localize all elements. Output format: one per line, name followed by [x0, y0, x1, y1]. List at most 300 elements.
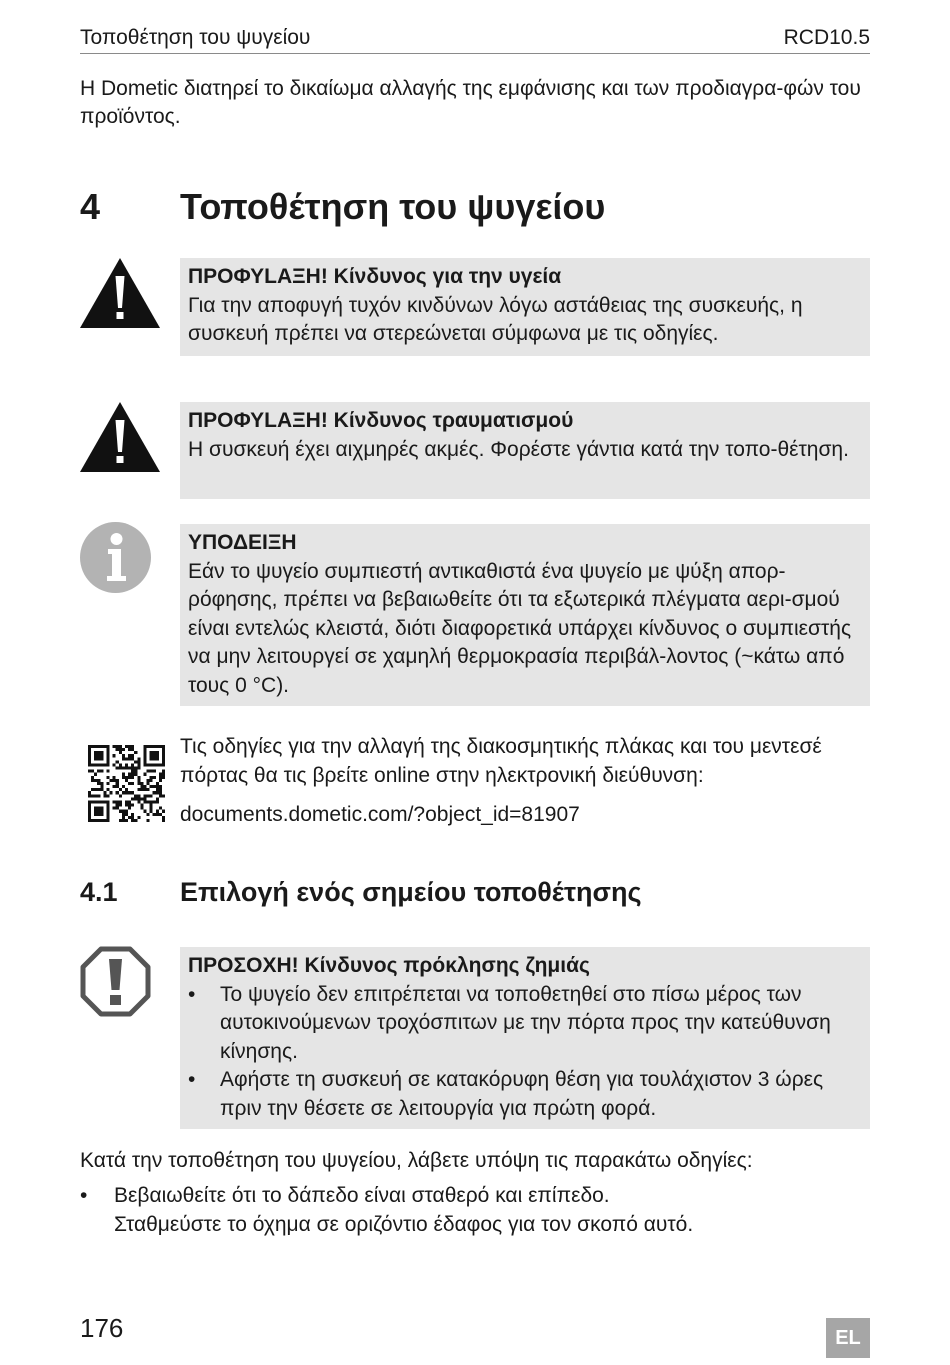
qr-module	[125, 776, 128, 779]
qr-module	[156, 791, 159, 794]
qr-module	[122, 791, 125, 794]
qr-module	[150, 745, 153, 748]
qr-module	[88, 748, 91, 751]
qr-module	[100, 782, 103, 785]
qr-module	[94, 819, 97, 822]
qr-module	[94, 754, 97, 757]
qr-module	[162, 745, 165, 748]
documentation-url: documents.dometic.com/?object_id=81907	[180, 803, 580, 826]
qr-module	[162, 819, 165, 822]
qr-module	[103, 819, 106, 822]
qr-module	[103, 763, 106, 766]
instructions-list	[80, 1182, 870, 1239]
qr-module	[134, 794, 137, 797]
qr-module	[125, 757, 128, 760]
qr-module	[156, 810, 159, 813]
qr-module	[156, 745, 159, 748]
qr-module	[162, 763, 165, 766]
qr-module	[156, 757, 159, 760]
qr-module	[97, 763, 100, 766]
qr-module	[94, 773, 97, 776]
qr-module	[94, 745, 97, 748]
qr-module	[100, 813, 103, 816]
qr-module	[125, 800, 128, 803]
qr-module	[103, 745, 106, 748]
qr-module	[128, 816, 131, 819]
qr-module	[162, 810, 165, 813]
qr-module	[128, 757, 131, 760]
note-text: Εάν το ψυγείο συμπιεστή αντικαθιστά ένα ψυγείο με ψύξη απορ-ρόφησης, πρέπει να βεβαιωθείτε ότι τα εξωτερικά πλέγματα αερι-σμού είναι εντελώς κλειστά, διότι διαφορετικά υπάρχει κίνδυνος ο συμπιεστής να μην λειτουργεί σε χαμηλή θερμοκρασία περιβάλ-λοντος (~κάτω από τους 0 °C).	[188, 559, 852, 697]
qr-module	[122, 748, 125, 751]
qr-module	[100, 807, 103, 810]
instruction-line: Βεβαιωθείτε ότι το δάπεδο είναι σταθερό και επίπεδο.	[114, 1184, 610, 1207]
qr-module	[140, 807, 143, 810]
qr-module	[113, 776, 116, 779]
qr-module	[97, 782, 100, 785]
qr-module	[106, 751, 109, 754]
qr-module	[94, 794, 97, 797]
qr-module	[94, 751, 97, 754]
qr-module	[94, 763, 97, 766]
warning-box-health	[180, 258, 870, 356]
qr-module	[88, 804, 91, 807]
qr-module	[153, 751, 156, 754]
qr-module	[162, 794, 165, 797]
qr-module	[97, 754, 100, 757]
qr-module	[119, 819, 122, 822]
warning-triangle-icon	[80, 402, 160, 472]
qr-module	[97, 751, 100, 754]
qr-module	[137, 782, 140, 785]
instructions-intro: Κατά την τοποθέτηση του ψυγείου, λάβετε υπόψη τις παρακάτω οδηγίες:	[80, 1149, 753, 1172]
qr-module	[140, 782, 143, 785]
qr-module	[159, 776, 162, 779]
qr-module	[128, 776, 131, 779]
qr-module	[153, 754, 156, 757]
qr-module	[122, 785, 125, 788]
qr-module	[140, 804, 143, 807]
qr-module	[131, 816, 134, 819]
bullet: •	[188, 1068, 196, 1091]
caution-title: ΠΡΟΣΟΧΗ! Κίνδυνος πρόκλησης ζημιάς	[188, 954, 590, 977]
qr-module	[147, 745, 150, 748]
qr-module	[153, 757, 156, 760]
qr-module	[162, 776, 165, 779]
qr-module	[116, 804, 119, 807]
qr-module	[131, 782, 134, 785]
qr-module	[137, 757, 140, 760]
qr-module	[143, 754, 146, 757]
qr-module	[125, 810, 128, 813]
caution-bullet-item	[188, 1066, 862, 1123]
qr-module	[137, 797, 140, 800]
qr-module	[143, 797, 146, 800]
qr-module	[119, 748, 122, 751]
qr-module	[150, 751, 153, 754]
qr-module	[125, 745, 128, 748]
qr-module	[106, 748, 109, 751]
qr-module	[122, 757, 125, 760]
qr-module	[122, 819, 125, 822]
qr-module	[106, 757, 109, 760]
qr-module	[134, 797, 137, 800]
qr-module	[122, 813, 125, 816]
qr-module	[159, 791, 162, 794]
qr-module	[156, 782, 159, 785]
qr-module	[91, 788, 94, 791]
qr-module	[137, 794, 140, 797]
qr-module	[106, 776, 109, 779]
qr-module	[106, 800, 109, 803]
bullet: •	[80, 1184, 88, 1207]
qr-module	[128, 745, 131, 748]
qr-module	[134, 751, 137, 754]
note-title: ΥΠΟΔΕΙΞΗ	[188, 531, 297, 554]
qr-module	[88, 819, 91, 822]
qr-module	[122, 816, 125, 819]
qr-module	[147, 779, 150, 782]
qr-module	[97, 800, 100, 803]
qr-module	[150, 763, 153, 766]
running-header-section: Τοποθέτηση του ψυγείου	[80, 26, 311, 49]
qr-module	[162, 760, 165, 763]
qr-module	[103, 791, 106, 794]
qr-module	[150, 810, 153, 813]
qr-module	[159, 807, 162, 810]
qr-module	[91, 763, 94, 766]
qr-module	[97, 807, 100, 810]
qr-module	[147, 800, 150, 803]
qr-module	[137, 788, 140, 791]
qr-module	[100, 800, 103, 803]
qr-code-icon	[88, 745, 165, 822]
qr-module	[110, 791, 113, 794]
qr-module	[156, 763, 159, 766]
qr-module	[143, 810, 146, 813]
qr-module	[119, 804, 122, 807]
qr-module	[94, 807, 97, 810]
qr-module	[162, 754, 165, 757]
qr-module	[119, 788, 122, 791]
qr-module	[106, 816, 109, 819]
qr-module	[100, 788, 103, 791]
qr-module	[128, 791, 131, 794]
qr-module	[116, 791, 119, 794]
caution-box	[180, 947, 870, 1129]
qr-module	[128, 782, 131, 785]
qr-module	[156, 788, 159, 791]
qr-module	[143, 748, 146, 751]
qr-module	[125, 763, 128, 766]
qr-module	[147, 782, 150, 785]
qr-module	[134, 819, 137, 822]
qr-module	[100, 810, 103, 813]
qr-module	[156, 785, 159, 788]
qr-module	[131, 745, 134, 748]
qr-module	[88, 807, 91, 810]
caution-octagon-icon	[80, 946, 151, 1017]
qr-instructions-text: Τις οδηγίες για την αλλαγή της διακοσμητικής πλάκας και του μεντεσέ πόρτας θα τις βρείτε online στην ηλεκτρονική διεύθυνση:	[180, 735, 822, 787]
qr-module	[134, 770, 137, 773]
qr-module	[97, 810, 100, 813]
qr-module	[94, 800, 97, 803]
qr-module	[125, 819, 128, 822]
caution-bullet-item	[188, 981, 862, 1067]
qr-module	[94, 788, 97, 791]
qr-module	[91, 776, 94, 779]
qr-module	[143, 800, 146, 803]
qr-module	[140, 785, 143, 788]
qr-module	[150, 804, 153, 807]
qr-module	[134, 773, 137, 776]
qr-module	[97, 794, 100, 797]
qr-module	[131, 813, 134, 816]
qr-module	[150, 754, 153, 757]
qr-module	[122, 767, 125, 770]
qr-module	[131, 748, 134, 751]
qr-module	[159, 779, 162, 782]
qr-module	[137, 763, 140, 766]
qr-module	[116, 800, 119, 803]
bullet: •	[188, 982, 196, 1006]
qr-module	[94, 810, 97, 813]
qr-module	[131, 754, 134, 757]
qr-module	[153, 791, 156, 794]
qr-module	[97, 757, 100, 760]
qr-module	[106, 788, 109, 791]
qr-module	[103, 800, 106, 803]
qr-module	[100, 745, 103, 748]
qr-module	[143, 763, 146, 766]
qr-module	[100, 785, 103, 788]
qr-module	[119, 800, 122, 803]
qr-module	[100, 763, 103, 766]
qr-module	[97, 813, 100, 816]
running-header-model: RCD10.5	[783, 26, 870, 49]
qr-module	[91, 800, 94, 803]
qr-module	[128, 748, 131, 751]
header-rule	[80, 53, 870, 54]
qr-module	[119, 763, 122, 766]
qr-module	[150, 807, 153, 810]
qr-module	[153, 785, 156, 788]
qr-module	[125, 788, 128, 791]
qr-module	[122, 754, 125, 757]
qr-module	[153, 770, 156, 773]
qr-module	[159, 745, 162, 748]
qr-module	[162, 770, 165, 773]
qr-module	[94, 757, 97, 760]
info-icon	[80, 522, 151, 593]
qr-module	[147, 819, 150, 822]
qr-module	[159, 763, 162, 766]
qr-module	[143, 785, 146, 788]
qr-module	[150, 770, 153, 773]
qr-module	[140, 797, 143, 800]
qr-module	[137, 776, 140, 779]
qr-module	[88, 816, 91, 819]
qr-module	[131, 773, 134, 776]
warning-text: Για την αποφυγή τυχόν κινδύνων λόγω αστάθειας της συσκευής, η συσκευή πρέπει να στερεώνεται σύμφωνα με τις οδηγίες.	[188, 293, 803, 345]
qr-module	[106, 813, 109, 816]
qr-module	[131, 819, 134, 822]
qr-module	[97, 745, 100, 748]
qr-module	[125, 791, 128, 794]
qr-module	[88, 770, 91, 773]
qr-module	[140, 788, 143, 791]
qr-module	[100, 819, 103, 822]
qr-module	[88, 813, 91, 816]
qr-module	[159, 813, 162, 816]
qr-module	[131, 776, 134, 779]
qr-module	[113, 807, 116, 810]
qr-module	[122, 776, 125, 779]
qr-module	[116, 782, 119, 785]
qr-module	[119, 810, 122, 813]
warning-text: Η συσκευή έχει αιχμηρές ακμές. Φορέστε γάντια κατά την τοπο-θέτηση.	[188, 437, 849, 461]
qr-module	[137, 767, 140, 770]
qr-module	[162, 816, 165, 819]
qr-module	[128, 804, 131, 807]
qr-module	[125, 779, 128, 782]
qr-module	[131, 767, 134, 770]
qr-module	[100, 770, 103, 773]
qr-module	[156, 754, 159, 757]
intro-paragraph: Η Dometic διατηρεί το δικαίωμα αλλαγής της εμφάνισης και των προδιαγρα-φών του προϊόντος.	[80, 77, 861, 128]
note-box	[180, 524, 870, 706]
qr-module	[106, 782, 109, 785]
warning-title: ΠΡΟΦΥLAΞΗ! Κίνδυνος τραυματισμού	[188, 409, 574, 432]
qr-module	[88, 751, 91, 754]
qr-module	[147, 813, 150, 816]
qr-module	[162, 757, 165, 760]
warning-box-injury	[180, 402, 870, 499]
qr-module	[106, 760, 109, 763]
qr-module	[100, 757, 103, 760]
qr-module	[91, 745, 94, 748]
qr-module	[113, 763, 116, 766]
qr-module	[156, 751, 159, 754]
qr-module	[106, 770, 109, 773]
qr-module	[131, 791, 134, 794]
qr-module	[88, 794, 91, 797]
qr-module	[88, 763, 91, 766]
chapter-number: 4	[80, 186, 101, 227]
qr-module	[97, 819, 100, 822]
warning-triangle-icon	[80, 258, 160, 328]
qr-module	[128, 767, 131, 770]
qr-module	[153, 813, 156, 816]
qr-module	[134, 767, 137, 770]
qr-module	[119, 794, 122, 797]
qr-module	[147, 763, 150, 766]
qr-module	[106, 804, 109, 807]
qr-module	[137, 779, 140, 782]
qr-module	[150, 800, 153, 803]
qr-module	[88, 760, 91, 763]
qr-module	[88, 745, 91, 748]
qr-module	[91, 794, 94, 797]
warning-title: ΠΡΟΦΥLAΞΗ! Κίνδυνος για την υγεία	[188, 265, 562, 288]
qr-module	[150, 776, 153, 779]
qr-module	[131, 804, 134, 807]
qr-module	[137, 800, 140, 803]
qr-module	[147, 770, 150, 773]
qr-module	[128, 807, 131, 810]
qr-module	[162, 748, 165, 751]
qr-module	[159, 788, 162, 791]
qr-module	[119, 745, 122, 748]
section-number: 4.1	[80, 877, 118, 907]
qr-module	[116, 760, 119, 763]
qr-module	[106, 754, 109, 757]
caution-item-text: Αφήστε τη συσκευή σε κατακόρυφη θέση για τουλάχιστον 3 ώρες πριν την θέσετε σε λειτουργία για πρώτη φορά.	[220, 1068, 824, 1120]
qr-module	[116, 785, 119, 788]
qr-module	[143, 745, 146, 748]
qr-module	[106, 807, 109, 810]
qr-module	[143, 794, 146, 797]
qr-module	[143, 788, 146, 791]
qr-module	[143, 773, 146, 776]
qr-module	[134, 760, 137, 763]
qr-module	[116, 767, 119, 770]
qr-module	[131, 763, 134, 766]
language-badge: EL	[826, 1318, 870, 1358]
qr-module	[159, 773, 162, 776]
qr-module	[131, 797, 134, 800]
qr-module	[137, 760, 140, 763]
qr-module	[150, 757, 153, 760]
chapter-title: Τοποθέτηση του ψυγείου	[180, 186, 606, 227]
qr-module	[153, 745, 156, 748]
qr-module	[119, 767, 122, 770]
qr-module	[143, 757, 146, 760]
qr-module	[162, 751, 165, 754]
caution-item-text: Το ψυγείο δεν επιτρέπεται να τοποθετηθεί στο πίσω μέρος των αυτοκινούμενων τροχόσπιτων με την πόρτα προς την κατεύθυνση κίνησης.	[220, 982, 831, 1063]
qr-module	[88, 754, 91, 757]
qr-module	[88, 810, 91, 813]
qr-module	[88, 757, 91, 760]
qr-module	[125, 767, 128, 770]
qr-module	[100, 751, 103, 754]
qr-module	[159, 794, 162, 797]
qr-module	[143, 751, 146, 754]
qr-module	[153, 763, 156, 766]
qr-module	[150, 794, 153, 797]
qr-module	[106, 745, 109, 748]
section-title: Επιλογή ενός σημείου τοποθέτησης	[180, 877, 642, 907]
qr-module	[128, 754, 131, 757]
qr-module	[159, 785, 162, 788]
qr-module	[91, 770, 94, 773]
instruction-item	[80, 1182, 870, 1239]
qr-module	[150, 785, 153, 788]
qr-module	[156, 800, 159, 803]
qr-module	[156, 813, 159, 816]
qr-module	[128, 773, 131, 776]
instruction-line: Σταθμεύστε το όχημα σε οριζόντιο έδαφος για τον σκοπό αυτό.	[114, 1212, 694, 1236]
qr-module	[147, 788, 150, 791]
qr-module	[156, 797, 159, 800]
qr-module	[91, 779, 94, 782]
qr-module	[106, 810, 109, 813]
qr-module	[137, 816, 140, 819]
qr-module	[97, 770, 100, 773]
qr-module	[128, 800, 131, 803]
qr-module	[113, 785, 116, 788]
qr-module	[106, 763, 109, 766]
qr-module	[113, 800, 116, 803]
